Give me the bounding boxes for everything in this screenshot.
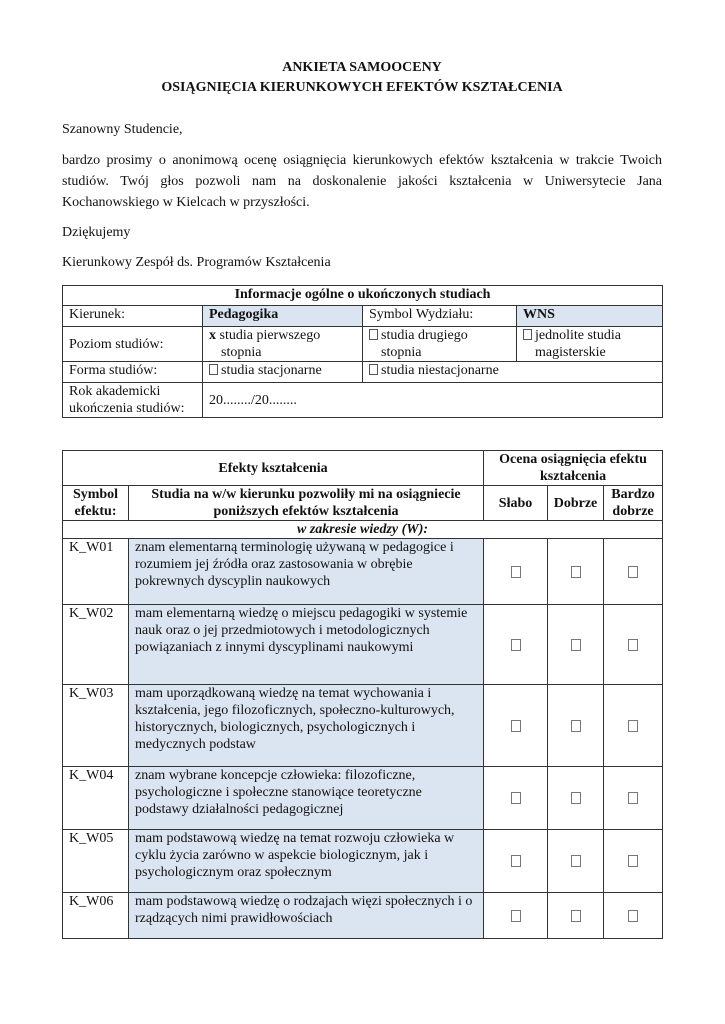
selected-mark: x [209, 328, 216, 343]
effect-symbol: K_W01 [63, 539, 129, 605]
poziom-option-first[interactable] [203, 327, 363, 362]
rok-value[interactable]: 20......../20........ [203, 383, 663, 418]
checkbox-icon[interactable] [511, 855, 521, 867]
effect-symbol: K_W06 [63, 893, 129, 939]
symbol-label: Symbol Wydziału: [363, 306, 517, 327]
section-label: w zakresie wiedzy (W): [63, 521, 663, 539]
checkbox-icon[interactable] [628, 566, 638, 578]
rating-slabo-checkbox[interactable] [484, 767, 548, 830]
poziom-option-first-line2: stopnia [221, 345, 262, 360]
rok-label [63, 383, 203, 418]
greeting: Szanowny Studencie, [62, 122, 183, 137]
checkbox-icon[interactable] [369, 329, 378, 340]
checkbox-icon[interactable] [571, 855, 581, 867]
effect-symbol: K_W04 [63, 767, 129, 830]
rating-slabo-checkbox[interactable] [484, 893, 548, 939]
checkbox-icon[interactable] [628, 855, 638, 867]
kierunek-value: Pedagogika [203, 306, 363, 327]
rating-dobrze-checkbox[interactable] [548, 893, 604, 939]
checkbox-icon[interactable] [571, 720, 581, 732]
checkbox-icon[interactable] [571, 566, 581, 578]
poziom-option-third-line1: jednolite studia [535, 328, 621, 343]
column-dobrze: Dobrze [548, 486, 604, 521]
poziom-label: Poziom studiów: [63, 327, 203, 362]
rating-slabo-checkbox[interactable] [484, 539, 548, 605]
rating-dobrze-checkbox[interactable] [548, 767, 604, 830]
rating-bardzo-dobrze-checkbox[interactable] [604, 685, 663, 767]
checkbox-icon[interactable] [571, 910, 581, 922]
rating-bardzo-dobrze-checkbox[interactable] [604, 539, 663, 605]
table-row [63, 685, 663, 767]
thanks: Dziękujemy [62, 225, 131, 240]
table-row [63, 830, 663, 893]
checkbox-icon[interactable] [511, 910, 521, 922]
intro-paragraph: bardzo prosimy o anonimową ocenę osiągnięcia kierunkowych efektów kształcenia w trakcie Twoich studiów. Twój głos pozwoli nam na doskonalenie jakości kształcenia w Uniwersytecie Jana Kochanowskiego w Kielcach w przyszłości. [62, 153, 662, 210]
poziom-option-second-line1: studia drugiego [381, 328, 468, 343]
survey-title [62, 58, 662, 98]
checkbox-icon[interactable] [511, 566, 521, 578]
table-row [63, 767, 663, 830]
table-row [63, 605, 663, 685]
rating-slabo-checkbox[interactable] [484, 830, 548, 893]
checkbox-icon[interactable] [511, 720, 521, 732]
rok-label-line2: ukończenia studiów: [69, 401, 185, 416]
checkbox-icon[interactable] [571, 639, 581, 651]
rating-dobrze-checkbox[interactable] [548, 539, 604, 605]
table-row [63, 539, 663, 605]
rating-bardzo-dobrze-checkbox[interactable] [604, 830, 663, 893]
poziom-option-third-line2: magisterskie [535, 345, 606, 360]
rating-dobrze-checkbox[interactable] [548, 830, 604, 893]
info-table-heading: Informacje ogólne o ukończonych studiach [63, 286, 663, 306]
survey-page [62, 58, 662, 939]
rating-dobrze-checkbox[interactable] [548, 605, 604, 685]
checkbox-icon[interactable] [571, 792, 581, 804]
forma-label: Forma studiów: [63, 362, 203, 383]
rating-slabo-checkbox[interactable] [484, 685, 548, 767]
checkbox-icon[interactable] [511, 639, 521, 651]
poziom-option-second[interactable] [363, 327, 517, 362]
checkbox-icon[interactable] [209, 364, 218, 375]
poziom-option-first-line1: studia pierwszego [219, 328, 321, 343]
statement-heading: Studia na w/w kierunku pozwoliły mi na osiągniecie poniższych efektów kształcenia [129, 486, 484, 521]
poziom-option-third[interactable] [517, 327, 663, 362]
rating-slabo-checkbox[interactable] [484, 605, 548, 685]
forma-option-stacjonarne[interactable] [203, 362, 363, 383]
effect-text: znam elementarną terminologię używaną w pedagogice i rozumiem jej źródła oraz zastosowania w obrębie pokrewnych dyscyplin naukowych [129, 539, 484, 605]
effect-text: mam elementarną wiedzę o miejscu pedagogiki w systemie nauk oraz o jej przedmiotowych i metodologicznych powiązaniach z innymi dyscyplinami naukowymi [129, 605, 484, 685]
rating-bardzo-dobrze-checkbox[interactable] [604, 893, 663, 939]
poziom-option-second-line2: stopnia [381, 345, 422, 360]
effect-text: mam uporządkowaną wiedzę na temat wychowania i kształcenia, jego filozoficznych, społeczno-kulturowych, historycznych, biologicznych, psychologicznych i medycznych podstaw [129, 685, 484, 767]
symbol-value: WNS [517, 306, 663, 327]
checkbox-icon[interactable] [628, 792, 638, 804]
forma-option-niestacjonarne-label: studia niestacjonarne [381, 363, 499, 378]
effect-symbol: K_W05 [63, 830, 129, 893]
forma-option-niestacjonarne[interactable] [363, 362, 663, 383]
title-line-2: OSIĄGNIĘCIA KIERUNKOWYCH EFEKTÓW KSZTAŁCENIA [161, 80, 563, 95]
column-bardzo-dobrze: Bardzo dobrze [604, 486, 663, 521]
effect-text: mam podstawową wiedzę na temat rozwoju człowieka w cyklu życia zarówno w aspekcie biologicznym, jak i psychologicznym oraz społecznym [129, 830, 484, 893]
table-row [63, 893, 663, 939]
checkbox-icon[interactable] [628, 720, 638, 732]
title-line-1: ANKIETA SAMOOCENY [282, 60, 442, 75]
effect-symbol: K_W02 [63, 605, 129, 685]
checkbox-icon[interactable] [511, 792, 521, 804]
rating-bardzo-dobrze-checkbox[interactable] [604, 767, 663, 830]
symbol-heading: Symbol efektu: [63, 486, 129, 521]
rating-heading: Ocena osiągnięcia efektu kształcenia [484, 451, 663, 486]
general-info-table [62, 285, 663, 418]
rok-label-line1: Rok akademicki [69, 384, 161, 399]
rating-bardzo-dobrze-checkbox[interactable] [604, 605, 663, 685]
checkbox-icon[interactable] [523, 329, 532, 340]
learning-outcomes-table [62, 450, 663, 939]
kierunek-label: Kierunek: [63, 306, 203, 327]
checkbox-icon[interactable] [628, 639, 638, 651]
column-slabo: Słabo [484, 486, 548, 521]
effect-symbol: K_W03 [63, 685, 129, 767]
signature: Kierunkowy Zespół ds. Programów Kształcenia [62, 255, 331, 270]
checkbox-icon[interactable] [369, 364, 378, 375]
effect-text: znam wybrane koncepcje człowieka: filozoficzne, psychologiczne i społeczne stanowiące teoretyczne podstawy działalności pedagogicznej [129, 767, 484, 830]
forma-option-stacjonarne-label: studia stacjonarne [221, 363, 322, 378]
effects-heading: Efekty kształcenia [63, 451, 484, 486]
checkbox-icon[interactable] [628, 910, 638, 922]
rating-dobrze-checkbox[interactable] [548, 685, 604, 767]
effect-text: mam podstawową wiedzę o rodzajach więzi społecznych i o rządzących nimi prawidłowościach [129, 893, 484, 939]
